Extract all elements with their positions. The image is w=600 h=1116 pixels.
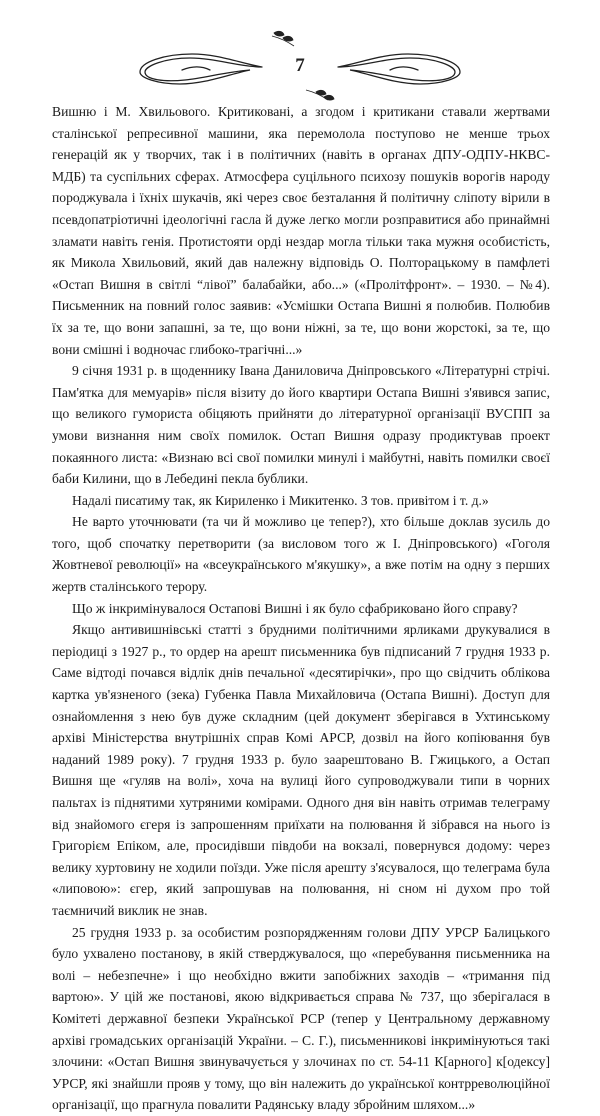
page-header	[0, 0, 600, 110]
paragraph-2: 9 січня 1931 р. в щоденнику Івана Даниловича Дніпровського «Літературні стрічі. Пам'ятка для мемуарів» після візиту до його квартири Остапа Вишні з'явився запис, що великого гумориста обіцяють прийняти до літературної організації ВУСПП за умови визнання ним своїх помилок. Остап Вишня одразу продиктував проект покаянного листа: «Визнаю всі свої помилки минулі і майбутні, навіть помилки своєї баби Килини, що в Лебедині пекла бублики.	[52, 363, 550, 487]
paragraph-4: Не варто уточнювати (та чи й можливо це тепер?), хто більше доклав зусиль до того, щоб спочатку перетворити (за висловом того ж І. Дніпровського) «Гоголя Жовтневої революції» на «всеукраїнського м'якушку», а вже потім на одну з перших жертв сталінського терору.	[52, 514, 550, 595]
text-body	[52, 101, 550, 1116]
paragraph-6: Якщо антивишнівські статті з брудними політичними ярликами друкувалися в періодиці з 1927 р., то ордер на арешт письменника був підписаний 7 грудня 1933 р. Саме відтоді почався відлік днів печальної «десятирічки», про що свідчить облікова картка ув'язненого (зека) Губенка Павла Михайловича (Остапа Вишні). Доступ для ознайомлення з нею був дуже складним (цей документ зберігався в Ухтинському архіві Міністерства внутрішніх справ Комі АРСР, дозвіл на його копіювання був наданий 1989 року). 7 грудня 1933 р. було заарештовано В. Гжицького, а Остап Вишня ще «гуляв на волі», хоча на вулиці його супроводжували типи в чорних пальтах із піднятими хутряними комірами. Одного дня він навіть отримав телеграму від знайомого єгеря із запрошенням приїхати на полювання й зібрався на нього із Григорієм Епіком, але, просидівши півдоби на вокзалі, повернувся додому: через велику хуртовину не ходили поїзди. Уже після арешту з'ясувалося, що телеграма була «липовою»: єгер, який запрошував на полювання, ні сном ні духом про той таємничий виклик не знав.	[52, 622, 550, 918]
paragraph-7: 25 грудня 1933 р. за особистим розпорядженням голови ДПУ УРСР Балицького було ухвалено постанову, в якій стверджувалося, що «перебування письменника на волі – небезпечне» і що необхідно вжити запобіжних заходів – «тримання під вартою». У цій же постанові, якою відкривається справа № 737, що зберігалася в Комітеті державної безпеки Української РСР (тепер у Центральному державному архіві громадських організацій України. – С. Г.), письменникові інкримінуються такі злочини: «Остап Вишня звинувачується у злочинах по ст. 54-11 К[арного] к[одексу] УРСР, які знайшли прояв у тому, що він належить до української контрреволюційної організації, що прагнула повалити Радянську владу збройним шляхом...»	[52, 924, 550, 1113]
paragraph-5: Що ж інкримінувалося Остапові Вишні і як було сфабриковано його справу?	[72, 600, 518, 616]
paragraph-3: Надалі писатиму так, як Кириленко і Микитенко. З тов. привітом і т. д.»	[72, 492, 489, 508]
paragraph-1: Вишню і М. Хвильового. Критиковані, а згодом і критикани ставали жертвами сталінської репресивної машини, яка перемолола поступово не менше трьох генерацій як у творчих, так і в політичних (навіть в органах ДПУ-ОДПУ-НКВС-МДБ) та суспільних сферах. Атмосфера суцільного психозу пошуків ворогів народу породжувала і їхніх шукачів, які через своє безталання й політичну сліпоту вірили в псевдопатріотичні ідеологічні гасла й дуже легко могли розправитися або принаймні зламати навіть генія. Протистояти орді нездар могла тільки така мужня особистість, як Микола Хвильовий, який дав належну відповідь О. Полторацькому в памфлеті «Остап Вишня в світлі “лівої” балабайки, або...» («Пролітфронт». – 1930. – №4). Письменник на повний голос заявив: «Усмішки Остапа Вишні я полюбив. Полюбив їх за те, що вони запашні, за те, що вони ніжні, за те, що вони жорстокі, за те, що вони смішні і водночас глибоко-трагічні...»	[52, 104, 550, 357]
page-number: 7	[295, 55, 305, 76]
